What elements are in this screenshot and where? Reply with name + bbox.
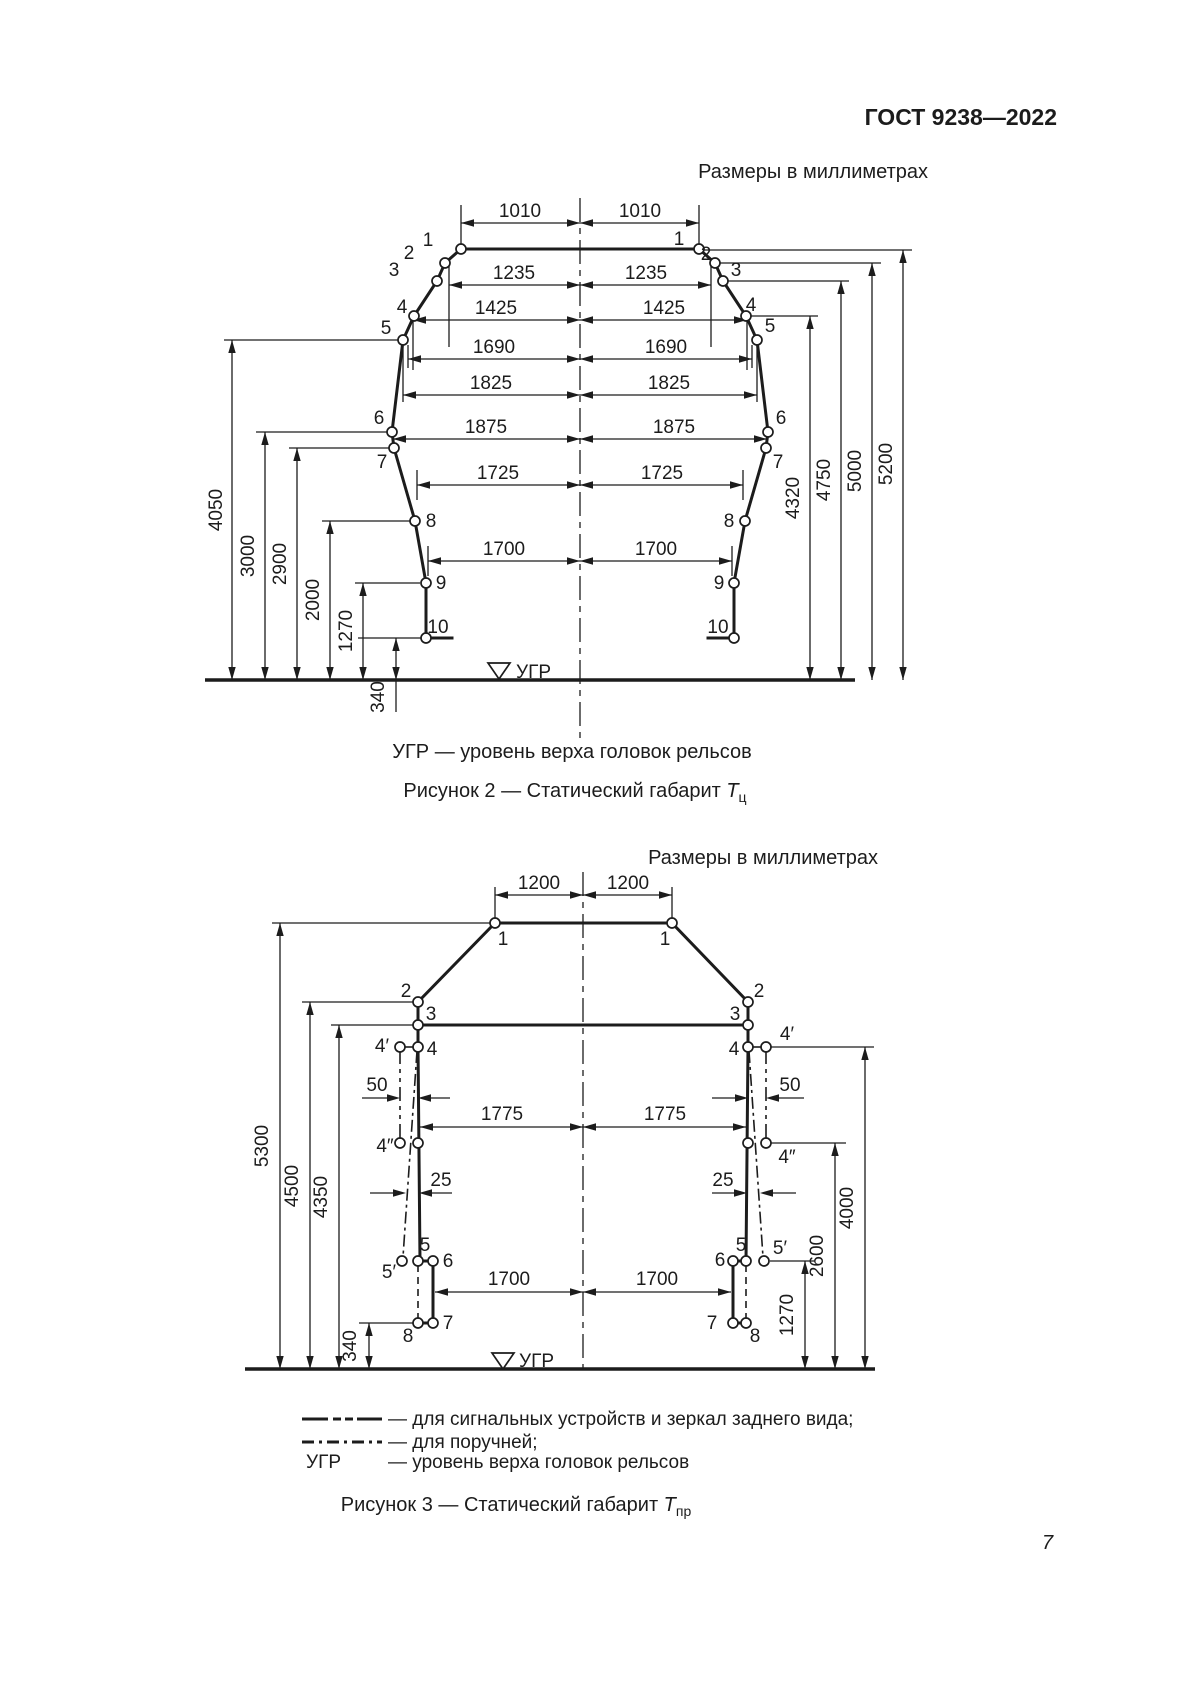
point-label: 2 bbox=[700, 244, 712, 265]
point-label: 4″ bbox=[376, 1136, 394, 1157]
point-label: 9 bbox=[713, 573, 725, 594]
dim-label: 4500 bbox=[282, 1164, 303, 1208]
point-label: 4 bbox=[745, 295, 757, 316]
dim-label: 5200 bbox=[876, 442, 897, 486]
dim-label: 1235 bbox=[624, 263, 668, 284]
document-header: ГОСТ 9238—2022 bbox=[864, 104, 1057, 130]
point-label: 5′ bbox=[381, 1262, 397, 1283]
point-label: 9 bbox=[435, 573, 447, 594]
fig3-caption-symbol: Т bbox=[663, 1494, 676, 1516]
point-label: 5 bbox=[735, 1235, 747, 1256]
point-label: 6 bbox=[714, 1250, 726, 1271]
fig3-caption-text: Рисунок 3 — Статический габарит bbox=[340, 1494, 664, 1516]
fig3-drawing bbox=[230, 860, 930, 1390]
fig2-caption-text: Рисунок 2 — Статический габарит bbox=[403, 780, 727, 802]
dim-label: 1700 bbox=[487, 1269, 531, 1290]
point-label: 4′ bbox=[374, 1036, 390, 1057]
dim-label: 1825 bbox=[647, 373, 691, 394]
point-label: 8 bbox=[723, 511, 735, 532]
dim-label: 1700 bbox=[482, 539, 526, 560]
fig2-caption-symbol: Т bbox=[726, 780, 739, 802]
fig2-ugr-note: УГР — уровень верха головок рельсов bbox=[392, 741, 752, 763]
dim-label: 50 bbox=[366, 1075, 388, 1096]
point-label: 3 bbox=[729, 1004, 741, 1025]
dim-label: 1825 bbox=[469, 373, 513, 394]
point-label: 3 bbox=[388, 260, 400, 281]
dim-label: 1200 bbox=[606, 873, 650, 894]
signal-line-icon bbox=[300, 1411, 384, 1427]
point-label: 2 bbox=[753, 981, 765, 1002]
fig2-dimension-lines bbox=[232, 223, 903, 712]
point-label: 7 bbox=[442, 1313, 454, 1334]
dim-label: 1775 bbox=[643, 1104, 687, 1125]
dim-label: 2600 bbox=[807, 1234, 828, 1278]
fig2-caption bbox=[275, 780, 875, 805]
dim-label: 1425 bbox=[474, 298, 518, 319]
dim-label: 1270 bbox=[336, 609, 357, 653]
dim-label: 4350 bbox=[311, 1175, 332, 1219]
dim-label: 5000 bbox=[845, 449, 866, 493]
fig3-units-note: Размеры в миллиметрах bbox=[648, 847, 878, 869]
dim-label: 4320 bbox=[783, 476, 804, 520]
dim-label: 1200 bbox=[517, 873, 561, 894]
point-label: 1 bbox=[422, 230, 434, 251]
handrail-line-icon bbox=[300, 1434, 384, 1450]
dim-label: 1425 bbox=[642, 298, 686, 319]
dim-label: 50 bbox=[779, 1075, 801, 1096]
point-label: 1 bbox=[497, 929, 509, 950]
dim-label: 1775 bbox=[480, 1104, 524, 1125]
fig2-height-dim-labels bbox=[206, 443, 897, 713]
legend-handrail-text: — для поручней; bbox=[388, 1432, 538, 1453]
point-label: 5′ bbox=[772, 1238, 788, 1259]
fig2-drawing bbox=[170, 190, 930, 750]
dim-label: 2000 bbox=[303, 578, 324, 622]
dim-label: 25 bbox=[712, 1170, 734, 1191]
point-label: 7 bbox=[772, 452, 784, 473]
ugr-label: УГР bbox=[516, 662, 552, 683]
dim-label: 1010 bbox=[618, 201, 662, 222]
dim-label: 1875 bbox=[652, 417, 696, 438]
fig2-units-note: Размеры в миллиметрах bbox=[698, 161, 928, 183]
point-label: 4 bbox=[426, 1039, 438, 1060]
dim-label: 1235 bbox=[492, 263, 536, 284]
dim-label: 2900 bbox=[270, 542, 291, 586]
fig3-height-dim-labels bbox=[252, 1125, 858, 1362]
ugr-label: УГР bbox=[519, 1351, 555, 1372]
point-label: 4 bbox=[728, 1039, 740, 1060]
dim-label: 1010 bbox=[498, 201, 542, 222]
legend-signal-text: — для сигнальных устройств и зеркал заднего вида; bbox=[388, 1409, 854, 1430]
fig2-caption-subscript: ц bbox=[738, 789, 747, 805]
dim-label: 4750 bbox=[814, 458, 835, 502]
dim-label: 1690 bbox=[644, 337, 688, 358]
rail-level-icon bbox=[492, 1353, 514, 1369]
dim-label: 4050 bbox=[206, 488, 227, 532]
point-label: 10 bbox=[427, 617, 449, 638]
legend-ugr-abbr: УГР bbox=[306, 1452, 342, 1473]
dim-label: 340 bbox=[368, 681, 389, 713]
dim-label: 1700 bbox=[635, 1269, 679, 1290]
dim-label: 340 bbox=[340, 1330, 361, 1362]
point-label: 5 bbox=[419, 1235, 431, 1256]
point-label: 1 bbox=[673, 229, 685, 250]
fig2-extension-lines bbox=[224, 205, 912, 638]
point-label: 2 bbox=[403, 243, 415, 264]
legend-handrail-line-sample bbox=[300, 1434, 384, 1450]
point-label: 4 bbox=[396, 297, 408, 318]
point-label: 7 bbox=[706, 1313, 718, 1334]
point-label: 5 bbox=[764, 316, 776, 337]
dim-label: 3000 bbox=[238, 534, 259, 578]
legend-ugr-text: — уровень верха головок рельсов bbox=[388, 1452, 690, 1473]
point-label: 8 bbox=[749, 1326, 761, 1347]
point-label: 2 bbox=[400, 981, 412, 1002]
point-label: 10 bbox=[707, 617, 729, 638]
fig3-caption bbox=[216, 1494, 816, 1519]
dim-label: 5300 bbox=[252, 1124, 273, 1168]
point-label: 8 bbox=[402, 1326, 414, 1347]
dim-label: 1725 bbox=[640, 463, 684, 484]
point-label: 7 bbox=[376, 452, 388, 473]
dim-label: 25 bbox=[430, 1170, 452, 1191]
page-number: 7 bbox=[1042, 1532, 1054, 1554]
rail-level-icon bbox=[488, 663, 510, 679]
point-label: 6 bbox=[373, 408, 385, 429]
dim-label: 1700 bbox=[634, 539, 678, 560]
dim-label: 1690 bbox=[472, 337, 516, 358]
point-label: 4″ bbox=[778, 1147, 796, 1168]
dim-label: 1270 bbox=[777, 1293, 798, 1337]
point-label: 5 bbox=[380, 318, 392, 339]
legend-signal-line-sample bbox=[300, 1411, 384, 1427]
fig3-caption-subscript: пр bbox=[675, 1503, 692, 1519]
dim-label: 1875 bbox=[464, 417, 508, 438]
point-label: 6 bbox=[775, 408, 787, 429]
point-label: 3 bbox=[730, 260, 742, 281]
point-label: 4′ bbox=[779, 1024, 795, 1045]
point-label: 8 bbox=[425, 511, 437, 532]
point-label: 6 bbox=[442, 1251, 454, 1272]
dim-label: 1725 bbox=[476, 463, 520, 484]
point-label: 3 bbox=[425, 1004, 437, 1025]
point-label: 1 bbox=[659, 929, 671, 950]
dim-label: 4000 bbox=[837, 1186, 858, 1230]
